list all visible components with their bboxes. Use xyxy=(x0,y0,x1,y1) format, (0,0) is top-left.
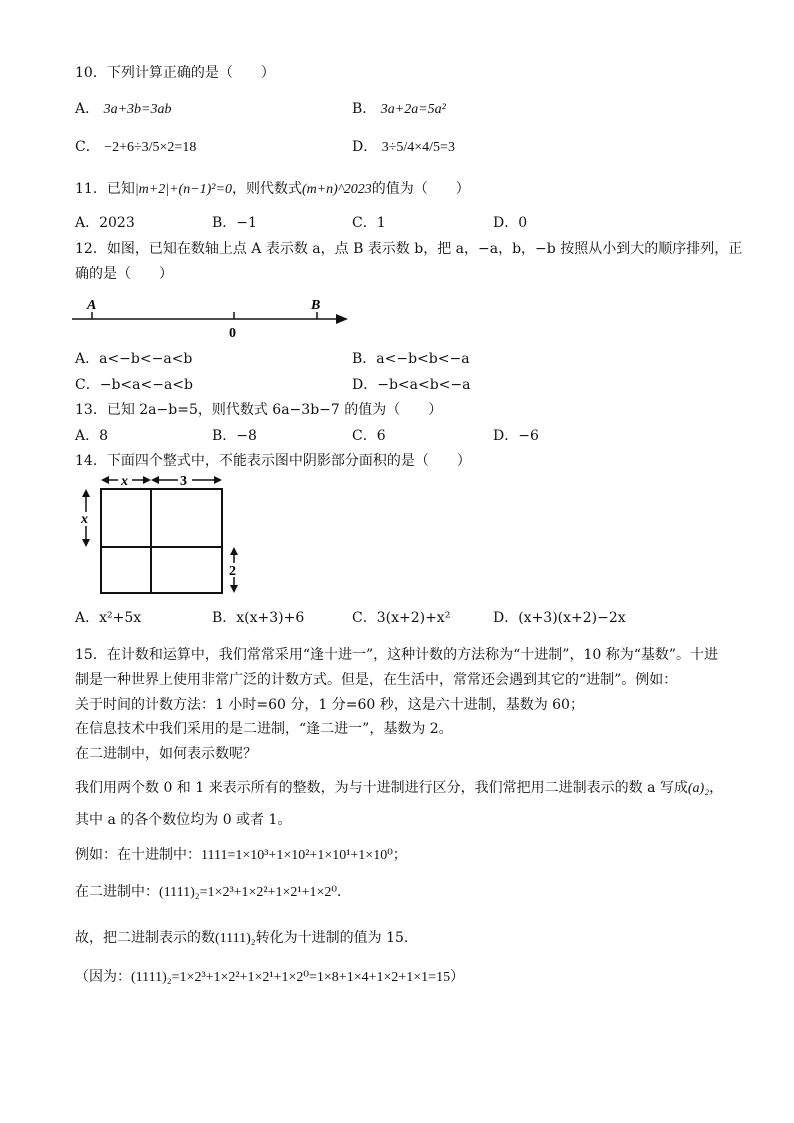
q13-option-d: D．−6 xyxy=(493,428,539,444)
q12-option-d: D．−b<a<b<−a xyxy=(352,377,471,393)
q15-paragraph-1: 15．在计数和运算中，我们常常采用“逢十进一”，这种计数的方法称为“十进制”，10 称为“基数”。十进 xyxy=(75,647,719,663)
q12-option-c: C．−b<a<−a<b xyxy=(75,377,193,393)
q14-option-d: D．(x+3)(x+2)−2x xyxy=(493,610,626,626)
q12-stem-line2: 确的是（ ） xyxy=(75,266,173,282)
q10-option-d: D． 3÷5/4×4/5=3 xyxy=(352,139,455,155)
label-x-top: x xyxy=(121,474,128,489)
q11-option-a: A．2023 xyxy=(75,215,135,231)
q13-option-a: A．8 xyxy=(75,428,109,444)
q11-stem: 11．已知|m+2|+(n−1)²=0，则代数式(m+n)^2023的值为（ ） xyxy=(75,181,470,197)
q11-option-b: B．−1 xyxy=(212,215,257,231)
q15-paragraph-5: 在二进制中，如何表示数呢？ xyxy=(75,746,257,762)
point-b-label: B xyxy=(311,298,321,313)
q15-example-binary: 在二进制中：(1111)₂=1×2³+1×2²+1×2¹+1×2⁰． xyxy=(75,884,352,900)
number-line-figure xyxy=(70,292,360,342)
q14-option-c: C．3(x+2)+x² xyxy=(352,610,451,626)
q15-paragraph-6: 我们用两个数 0 和 1 来表示所有的整数，为与十进制进行区分，我们常把用二进制表示的数 a 写成(a)₂， xyxy=(75,780,724,796)
area-figure xyxy=(70,474,255,598)
q10-option-c: C． −2+6÷3/5×2=18 xyxy=(75,139,197,155)
q15-paragraph-2: 制是一种世界上使用非常广泛的计数方式。但是，在生活中，常常还会遇到其它的“进制”。例如： xyxy=(75,672,678,688)
q15-reason: （因为：(1111)₂=1×2³+1×2²+1×2¹+1×2⁰=1×8+1×4+1×2+1×1=15） xyxy=(75,969,465,985)
q11-option-c: C．1 xyxy=(352,215,386,231)
q14-option-a: A．x²+5x xyxy=(75,610,142,626)
q12-stem-line1: 12．如图，已知在数轴上点 A 表示数 a，点 B 表示数 b，把 a，−a，b，−b 按照从小到大的顺序排列，正 xyxy=(75,241,743,257)
q14-option-b: B．x(x+3)+6 xyxy=(212,610,305,626)
q15-example-decimal: 例如：在十进制中：1111=1×10³+1×10²+1×10¹+1×10⁰； xyxy=(75,847,407,863)
label-three: 3 xyxy=(180,474,187,489)
q12-option-b: B．a<−b<b<−a xyxy=(352,351,470,367)
zero-label: 0 xyxy=(229,326,236,341)
q13-option-b: B．−8 xyxy=(212,428,257,444)
label-x-left: x xyxy=(81,512,88,527)
point-a-label: A xyxy=(87,298,97,313)
q10-option-a: A． 3a+3b=3ab xyxy=(75,101,172,117)
q10-option-b: B． 3a+2a=5a² xyxy=(352,101,446,117)
q13-stem: 13．已知 2a−b=5，则代数式 6a−3b−7 的值为（ ） xyxy=(75,402,443,418)
q12-option-a: A．a<−b<−a<b xyxy=(75,351,193,367)
label-two: 2 xyxy=(229,564,236,579)
q15-paragraph-7: 其中 a 的各个数位均为 0 或者 1。 xyxy=(75,812,292,828)
q11-option-d: D．0 xyxy=(493,215,528,231)
q15-paragraph-4: 在信息技术中我们采用的是二进制，“逢二进一”，基数为 2。 xyxy=(75,721,453,737)
q13-option-c: C．6 xyxy=(352,428,386,444)
q14-stem: 14．下面四个整式中，不能表示图中阴影部分面积的是（ ） xyxy=(75,453,471,469)
q15-paragraph-3: 关于时间的计数方法：1 小时=60 分，1 分=60 秒，这是六十进制，基数为 60； xyxy=(75,697,584,713)
q15-conclusion: 故，把二进制表示的数(1111)₂转化为十进制的值为 15. xyxy=(75,930,409,946)
q10-stem: 10．下列计算正确的是（ ） xyxy=(75,65,275,81)
